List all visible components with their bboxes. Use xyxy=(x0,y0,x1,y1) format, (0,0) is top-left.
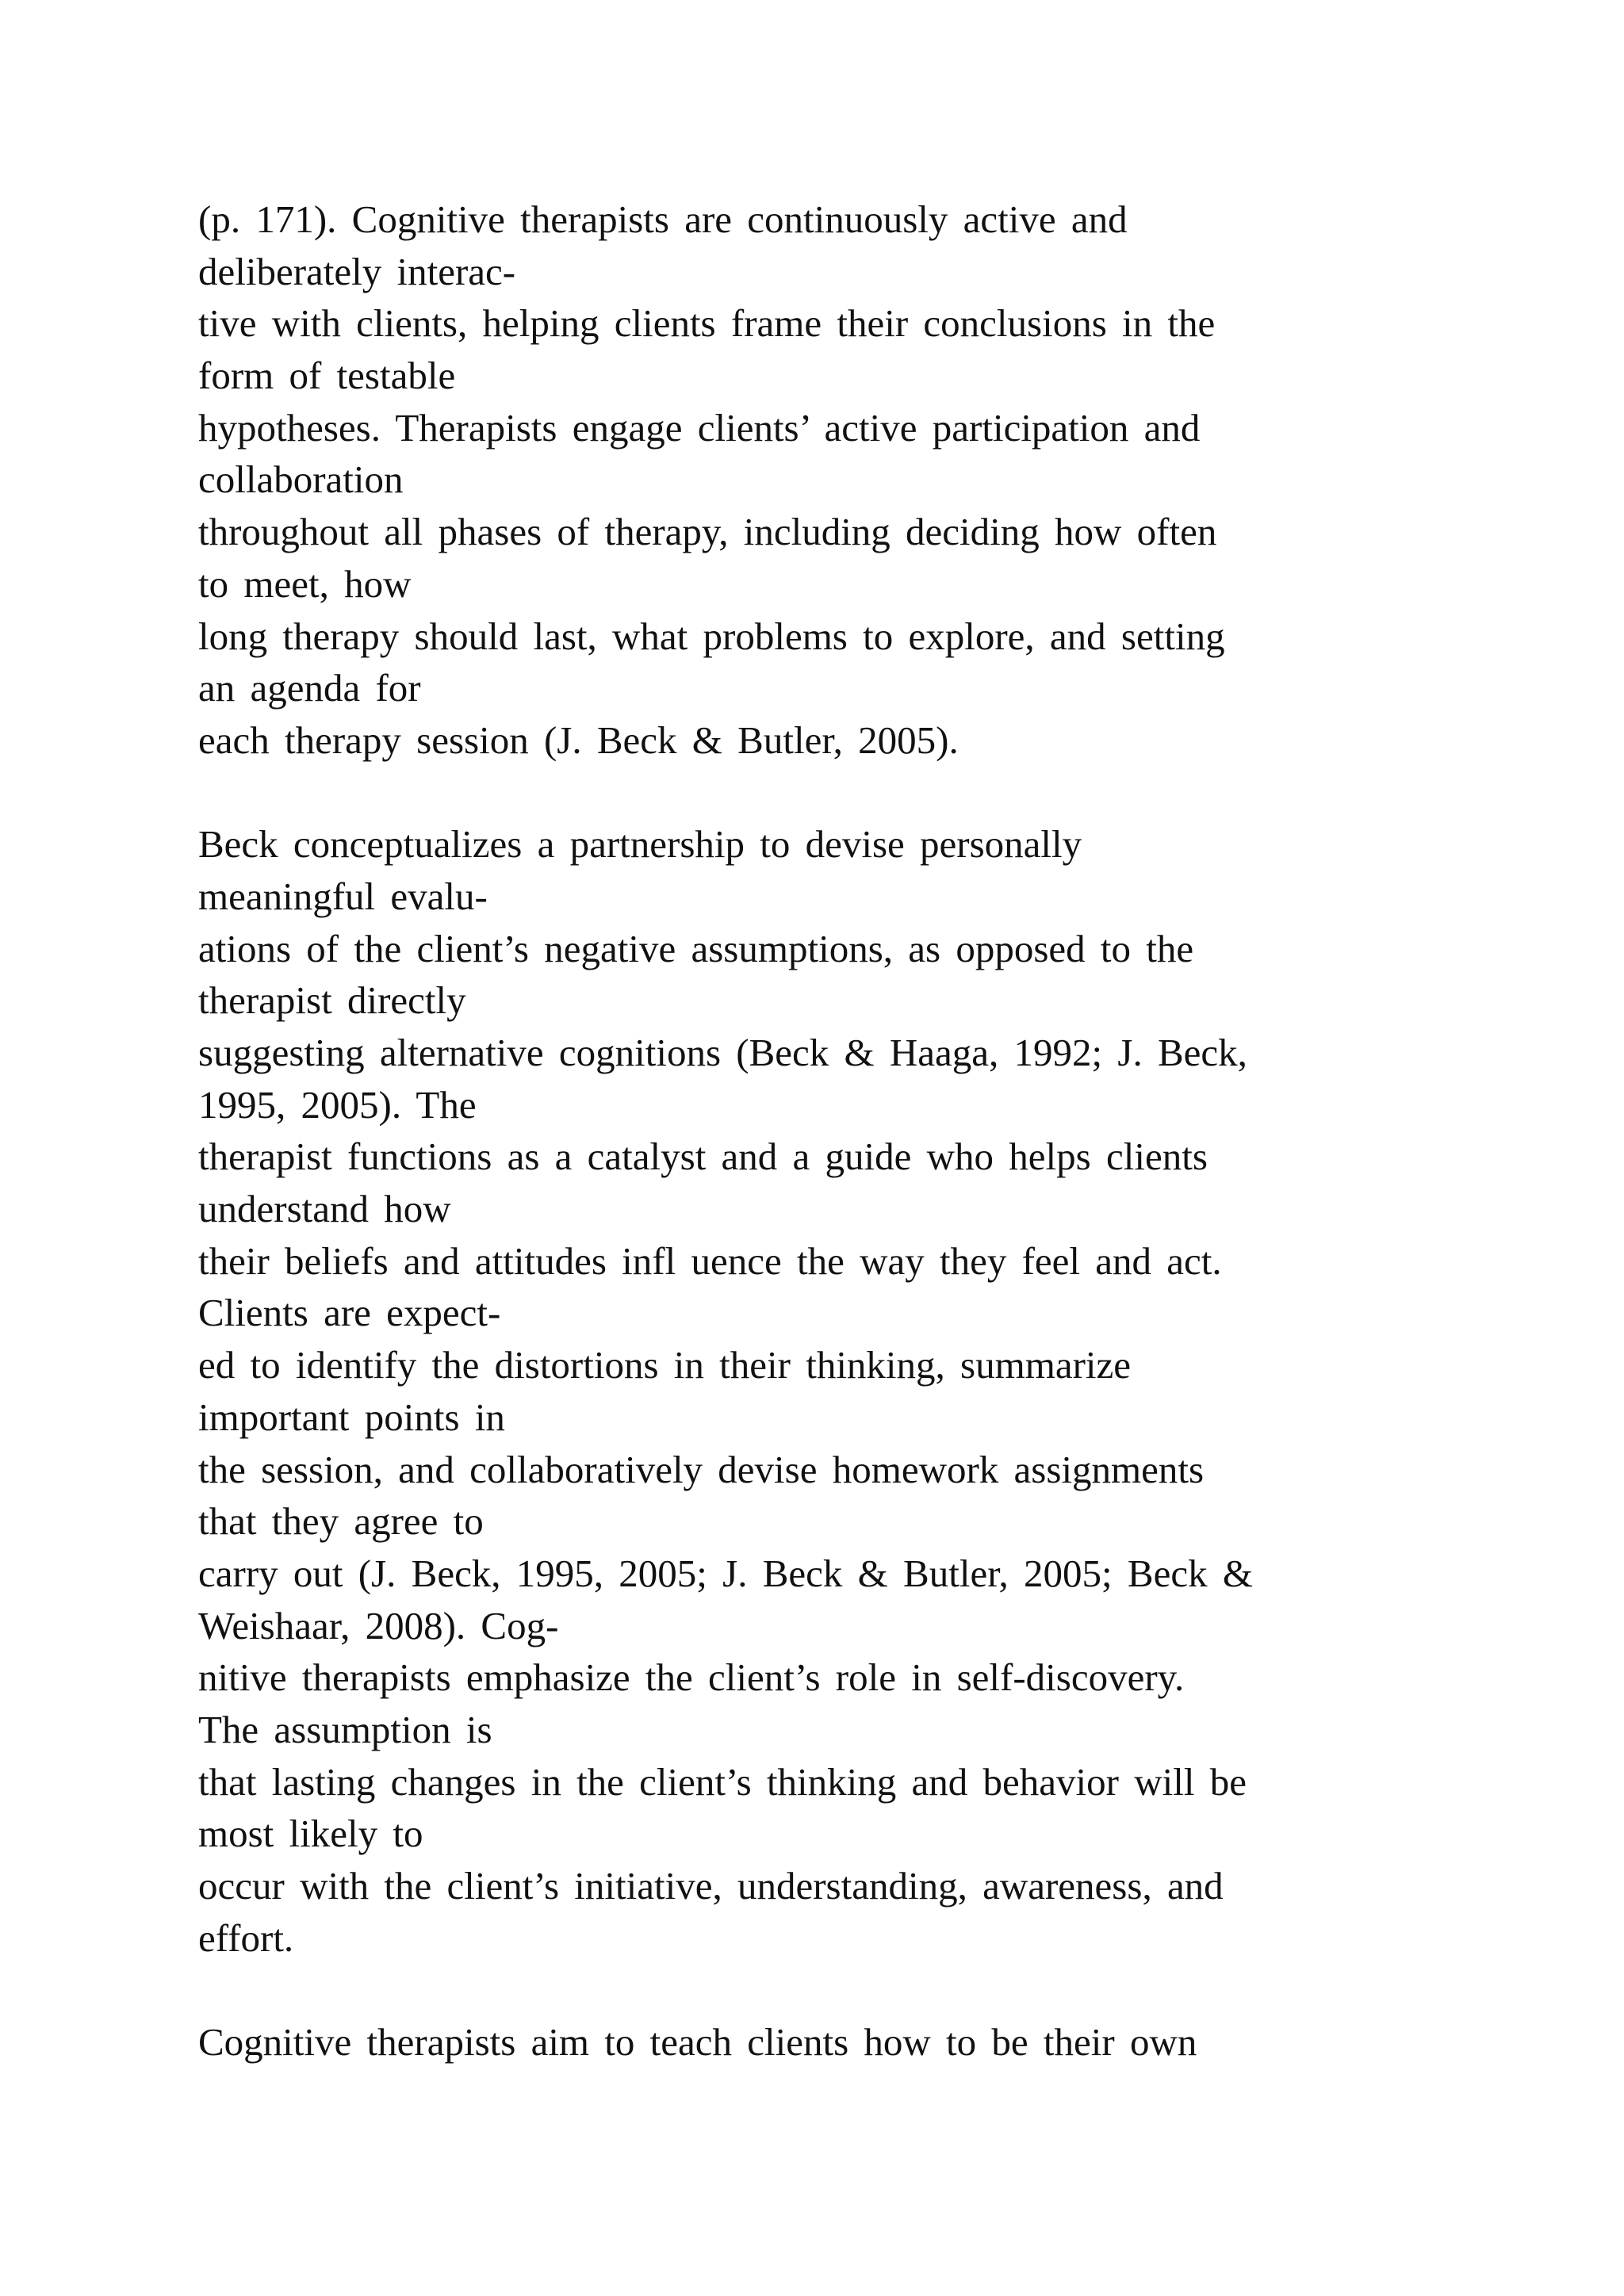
paragraph-2 xyxy=(198,818,1499,1964)
paragraph-3 xyxy=(198,2016,1499,2068)
text-line: therapist functions as a catalyst and a guide who helps clients xyxy=(198,1135,1208,1179)
text-line: hypotheses. Therapists engage clients’ active participation and xyxy=(198,405,1201,450)
text-line: throughout all phases of therapy, including deciding how often xyxy=(198,510,1217,554)
text-line: Clients are expect- xyxy=(198,1291,501,1335)
text-line: deliberately interac- xyxy=(198,249,516,293)
text-line: long therapy should last, what problems to explore, and setting xyxy=(198,614,1225,658)
text-line: that they agree to xyxy=(198,1499,484,1544)
text-line: form of testable xyxy=(198,354,456,398)
text-line: carry out (J. Beck, 1995, 2005; J. Beck & Butler, 2005; Beck & xyxy=(198,1551,1253,1595)
text-line: tive with clients, helping clients frame their conclusions in the xyxy=(198,301,1216,346)
text-line: an agenda for xyxy=(198,666,421,710)
text-line: therapist directly xyxy=(198,978,466,1023)
paragraph-1 xyxy=(198,193,1499,767)
text-line: Cognitive therapists aim to teach clients how to be their own xyxy=(198,2020,1197,2064)
text-line: effort. xyxy=(198,1915,294,1960)
text-line: ed to identify the distortions in their thinking, summarize xyxy=(198,1343,1132,1387)
paragraph-gap xyxy=(198,1964,1499,2016)
text-line: Beck conceptualizes a partnership to devise personally xyxy=(198,822,1082,867)
text-line: each therapy session (J. Beck & Butler, 2005). xyxy=(198,718,959,762)
text-line: nitive therapists emphasize the client’s role in self-discovery. xyxy=(198,1655,1185,1700)
text-line: understand how xyxy=(198,1187,451,1231)
text-line: that lasting changes in the client’s thinking and behavior will be xyxy=(198,1759,1247,1804)
text-line: Weishaar, 2008). Cog- xyxy=(198,1603,559,1647)
text-line: most likely to xyxy=(198,1812,423,1856)
text-line: their beliefs and attitudes infl uence the way they feel and act. xyxy=(198,1238,1222,1283)
text-line: The assumption is xyxy=(198,1707,492,1751)
text-line: meaningful evalu- xyxy=(198,874,488,918)
text-line: collaboration xyxy=(198,457,404,502)
document-body xyxy=(198,193,1499,2068)
text-line: to meet, how xyxy=(198,561,412,606)
text-line: suggesting alternative cognitions (Beck & Haaga, 1992; J. Beck, xyxy=(198,1031,1247,1074)
paragraph-gap xyxy=(198,767,1499,819)
text-line: ations of the client’s negative assumptions, as opposed to the xyxy=(198,926,1194,970)
text-line: the session, and collaboratively devise homework assignments xyxy=(198,1447,1205,1491)
text-line: important points in xyxy=(198,1395,505,1439)
text-line: occur with the client’s initiative, understanding, awareness, and xyxy=(198,1864,1224,1908)
text-line: (p. 171). Cognitive therapists are continuously active and xyxy=(198,197,1128,241)
text-line: 1995, 2005). The xyxy=(198,1082,477,1127)
